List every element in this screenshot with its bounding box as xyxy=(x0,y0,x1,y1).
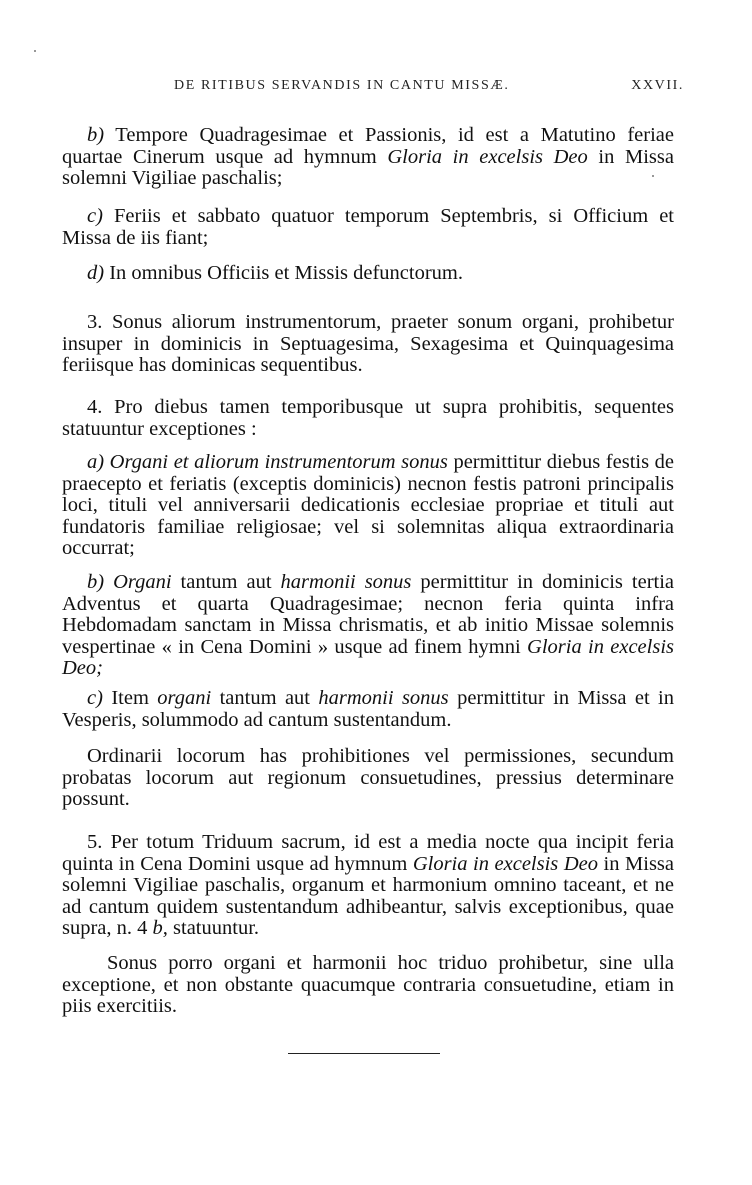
item-label: c) xyxy=(87,687,103,709)
item-label: b) xyxy=(87,571,105,593)
running-title: DE RITIBUS SERVANDIS IN CANTU MISSÆ. xyxy=(174,78,510,93)
item-label: a) xyxy=(87,451,105,473)
paragraph-ordinarii: Ordinarii locorum has prohibitiones vel permissiones, secundum probatas locorum aut regionum consuetudines, pressius determinare possunt. xyxy=(62,745,674,811)
item-label: c) xyxy=(87,205,103,227)
scan-speck xyxy=(34,50,36,52)
paragraph-3-sonus-aliorum: 3. Sonus aliorum instrumentorum, praeter sonum organi, prohibetur insuper in dominicis in Septuagesima, Sexagesima et Quinquagesima feriisque has dominicas sequentibus. xyxy=(62,311,674,377)
paragraph-sonus-porro: Sonus porro organi et harmonii hoc triduo prohibetur, sine ulla exceptione, et non obstante quacumque contraria consuetudine, etiam in piis exercitiis. xyxy=(62,952,674,1018)
paragraph-b-organi-tantum: b) Organi tantum aut harmonii sonus permittitur in dominicis tertia Adventus et quarta Quadragesimae; necnon feria quinta infra Hebdomadam sanctam in Missa chrismatis, et ab initio Missae solemnis vespertinae « in Cena Domini » usque ad finem hymni Gloria in excelsis Deo; xyxy=(62,571,675,680)
item-label: d) xyxy=(87,262,105,284)
paragraph-4-exceptiones: 4. Pro diebus tamen temporibusque ut supra prohibitis, sequentes statuuntur exceptiones : xyxy=(62,396,674,440)
paragraph-c-feriis: c) Feriis et sabbato quatuor temporum Septembris, si Officium et Missa de iis fiant; xyxy=(62,205,674,249)
page-number: XXVII. xyxy=(631,78,684,93)
item-label: b) xyxy=(87,124,105,146)
paragraph-a-organi: a) Organi et aliorum instrumentorum sonus permittitur diebus festis de praecepto et feriatis (exceptis dominicis) necnon festis patroni principalis loci, tituli vel anniversarii dedicationis ecclesiae propriae et tituli aut fundatoris familiae religiosae; vel si solemnitas aliqua extraordinaria occurrat; xyxy=(62,451,674,560)
closing-rule xyxy=(288,1053,440,1054)
paragraph-5-triduum: 5. Per totum Triduum sacrum, id est a media nocte qua incipit feria quinta in Cena Domini usque ad hymnum Gloria in excelsis Deo in Missa solemni Vigiliae paschalis, organum et harmonium omnino taceant, et ne ad cantum quidem sustentandum adhibeantur, salvis exceptionibus, quae supra, n. 4 b, statuuntur. xyxy=(62,831,674,940)
paragraph-c-item: c) Item organi tantum aut harmonii sonus permittitur in Missa et in Vesperis, solummodo ad cantum sustentandum. xyxy=(62,687,674,731)
scan-speck xyxy=(652,175,654,177)
paragraph-b-tempore: b) Tempore Quadragesimae et Passionis, id est a Matutino feriae quartae Cinerum usque ad hymnum Gloria in excelsis Deo in Missa solemni Vigiliae paschalis; xyxy=(62,124,674,190)
paragraph-d-defunctorum: d) In omnibus Officiis et Missis defunctorum. xyxy=(87,262,463,284)
